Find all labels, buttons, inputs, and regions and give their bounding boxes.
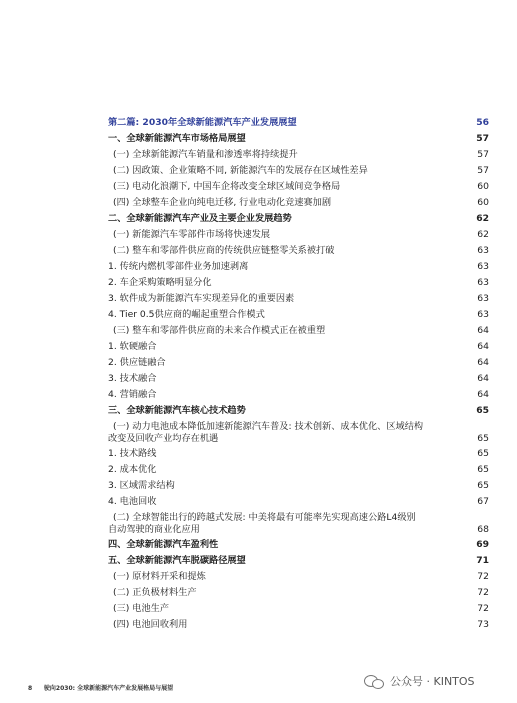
- toc-entry[interactable]: (一) 动力电池成本降低加速新能源汽车普及: 技术创新、成本优化、区域结构 改变及回收产业均存在机遇 65: [108, 421, 489, 444]
- toc-entry[interactable]: (二) 全球智能出行的跨越式发展: 中美将最有可能率先实现高速公路L4级别 自动驾驶的商业化应用 68: [108, 512, 489, 535]
- watermark-text: 公众号 · KINTOS: [390, 675, 475, 688]
- footer-title: 驶向2030: 全球新能源汽车产业发展格局与展望: [43, 685, 174, 692]
- wechat-logo-icon: [364, 674, 386, 688]
- page-footer: [28, 683, 173, 692]
- wechat-watermark: [364, 673, 475, 689]
- table-of-contents: 第二篇: 2030年全球新能源汽车产业发展展望 56 一、全球新能源汽车市场格局展望 57 (一) 全球新能源汽车销量和渗透率将持续提升 57 (二) 因政策、企业策略不同, 新能源汽车的发展存在区域性差异 57 (三) 电动化浪潮下, 中国车企将改变全球区域间竞争格局 60 (四) 全球整车企业向纯电迁移, 行业电动化竞速赛加剧 60 二、全球新能源汽车产业及主要企业发展趋势 62 (一) 新能源汽车零部件市场将快速发展 62 (二) 整车和零部件供应商的传统供应链整零关系被打破 63 1. 传统内燃机零部件业务加速剥离 63 2. 车企采购策略明显分化 63 3. 软件成为新能源汽车实现差异化的重要因素 63 4. Tier 0.5供应商的崛起重塑合作模式 63 (三) 整车和零部件供应商的未来合作模式正在被重塑 64 1. 软硬融合 64 2. 供应链融合 64 3. 技术融合 64 4. 营销融合 64 三、全球新能源汽车核心技术趋势 65 (一) 动力电池成本降低加速新能源汽车普及: 技术创新、成本优化、区域结构 改变及回收产业均存在机遇 65 1. 技术路线 65 2. 成本优化 65 3. 区域需求结构 65 4. 电池回收 67 (二) 全球智能出行的跨越式发展: 中美将最有可能率先实现高速公路L4级别 自动驾驶的商业化应用 68 四、全球新能源汽车盈利性 69 五、全球新能源汽车脱碳路径展望 71 (一) 原材料开采和提炼 72 (二) 正负极材料生产 72 (三) 电池生产 72 (四) 电池回收利用 73: [108, 117, 489, 630]
- footer-page-number: 8: [28, 685, 33, 692]
